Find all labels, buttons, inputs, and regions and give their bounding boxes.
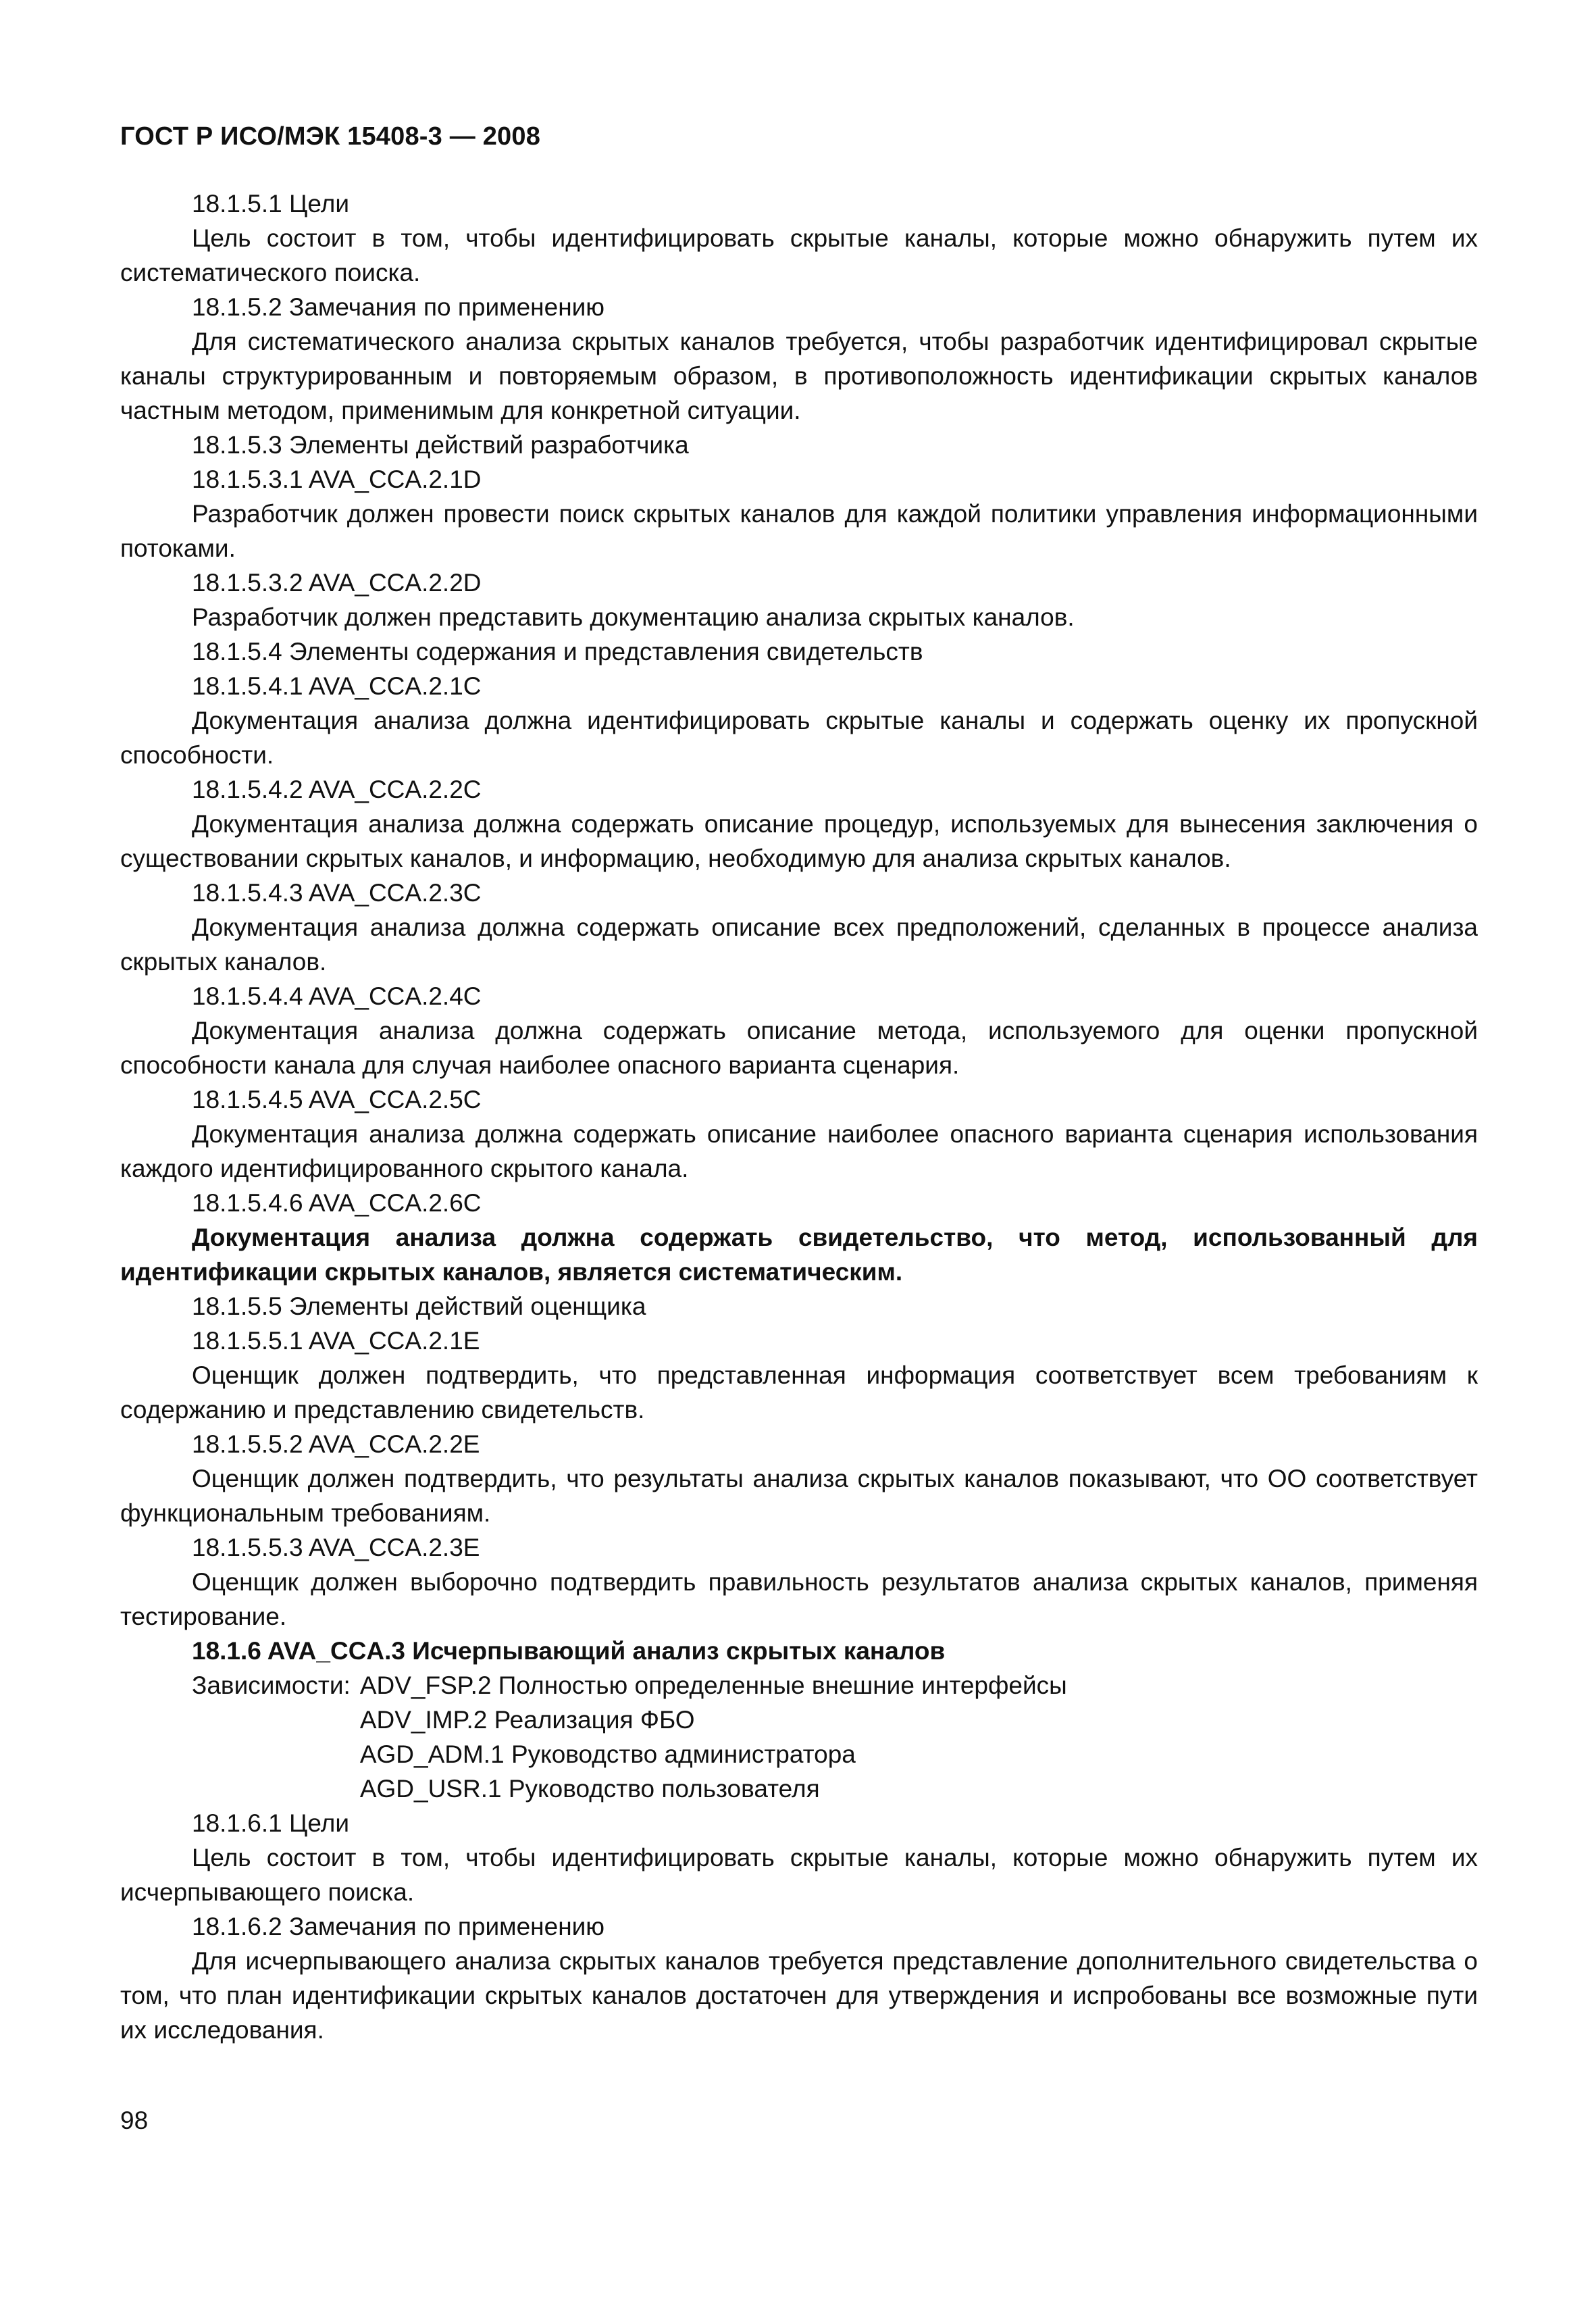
paragraph: Для исчерпывающего анализа скрытых каналов требуется представление дополнительного свидетельства о том, что план идентификации скрытых каналов достаточен для утверждения и испробованы все возможные пути их исследования. xyxy=(120,1947,1478,2044)
paragraph: 18.1.5.3.1 AVA_CCA.2.1D xyxy=(192,466,482,493)
dependency-item: AGD_ADM.1 Руководство администратора xyxy=(359,1740,856,1768)
dependency-item: ADV_FSP.2 Полностью определенные внешние интерфейсы xyxy=(359,1671,1067,1699)
paragraph: 18.1.5.4.3 AVA_CCA.2.3C xyxy=(192,879,482,907)
paragraph: Разработчик должен представить документацию анализа скрытых каналов. xyxy=(192,603,1075,631)
paragraph: Цель состоит в том, чтобы идентифицировать скрытые каналы, которые можно обнаружить путем их систематического поиска. xyxy=(120,224,1478,286)
paragraph: 18.1.5.4.1 AVA_CCA.2.1C xyxy=(192,672,482,700)
paragraph: Оценщик должен подтвердить, что представленная информация соответствует всем требованиям к содержанию и представлению свидетельств. xyxy=(120,1361,1478,1424)
dependencies-label: Зависимости: xyxy=(192,1671,351,1699)
paragraph: Цель состоит в том, чтобы идентифицировать скрытые каналы, которые можно обнаружить путем их исчерпывающего поиска. xyxy=(120,1844,1478,1906)
paragraph: Документация анализа должна содержать описание процедур, используемых для вынесения заключения о существовании скрытых каналов, и информацию, необходимую для анализа скрытых каналов. xyxy=(120,810,1478,872)
dependencies-list xyxy=(360,1668,1478,1806)
section-heading: 18.1.6 AVA_CCA.3 Исчерпывающий анализ скрытых каналов xyxy=(192,1637,946,1665)
paragraph: 18.1.5.5.3 AVA_CCA.2.3E xyxy=(192,1534,480,1561)
dependencies-block xyxy=(120,1668,1478,1806)
dependency-item: ADV_IMP.2 Реализация ФБО xyxy=(359,1706,695,1734)
paragraph: Документация анализа должна идентифицировать скрытые каналы и содержать оценку их пропускной способности. xyxy=(120,707,1478,769)
page-number: 98 xyxy=(120,2107,149,2134)
paragraph: Оценщик должен выборочно подтвердить правильность результатов анализа скрытых каналов, применяя тестирование. xyxy=(120,1568,1478,1630)
document-header: ГОСТ Р ИСО/МЭК 15408-3 — 2008 xyxy=(120,122,541,151)
paragraph: Документация анализа должна содержать описание метода, используемого для оценки пропускной способности канала для случая наиболее опасного варианта сценария. xyxy=(120,1017,1478,1079)
paragraph: 18.1.5.5 Элементы действий оценщика xyxy=(192,1292,646,1320)
paragraph: 18.1.6.2 Замечания по применению xyxy=(192,1913,605,1940)
dependency-item: AGD_USR.1 Руководство пользователя xyxy=(359,1775,820,1803)
paragraph: 18.1.5.5.2 AVA_CCA.2.2E xyxy=(192,1430,480,1458)
bold-paragraph: Документация анализа должна содержать свидетельство, что метод, использованный для идентификации скрытых каналов, является систематическим. xyxy=(120,1224,1478,1286)
paragraph: 18.1.5.4.6 AVA_CCA.2.6C xyxy=(192,1189,482,1217)
document-body xyxy=(120,186,1478,2047)
paragraph: 18.1.5.2 Замечания по применению xyxy=(192,293,605,321)
paragraph: 18.1.5.1 Цели xyxy=(192,190,349,218)
paragraph: 18.1.5.3 Элементы действий разработчика xyxy=(192,431,689,459)
paragraph: 18.1.5.4 Элементы содержания и представления свидетельств xyxy=(192,638,923,665)
paragraph: Документация анализа должна содержать описание наиболее опасного варианта сценария использования каждого идентифицированного скрытого канала. xyxy=(120,1120,1478,1182)
document-page xyxy=(120,120,1478,2047)
paragraph: Для систематического анализа скрытых каналов требуется, чтобы разработчик идентифицировал скрытые каналы структурированным и повторяемым образом, в противоположность идентификации скрытых каналов частным методом, применимым для конкретной ситуации. xyxy=(120,328,1478,424)
paragraph: Разработчик должен провести поиск скрытых каналов для каждой политики управления информационными потоками. xyxy=(120,500,1478,562)
paragraph: 18.1.6.1 Цели xyxy=(192,1809,349,1837)
paragraph: Оценщик должен подтвердить, что результаты анализа скрытых каналов показывают, что ОО соответствует функциональным требованиям. xyxy=(120,1465,1478,1527)
paragraph: 18.1.5.3.2 AVA_CCA.2.2D xyxy=(192,569,482,597)
paragraph: 18.1.5.5.1 AVA_CCA.2.1E xyxy=(192,1327,480,1355)
paragraph: 18.1.5.4.5 AVA_CCA.2.5C xyxy=(192,1086,482,1113)
paragraph: 18.1.5.4.4 AVA_CCA.2.4C xyxy=(192,982,482,1010)
paragraph: 18.1.5.4.2 AVA_CCA.2.2C xyxy=(192,776,482,803)
paragraph: Документация анализа должна содержать описание всех предположений, сделанных в процессе анализа скрытых каналов. xyxy=(120,913,1478,976)
